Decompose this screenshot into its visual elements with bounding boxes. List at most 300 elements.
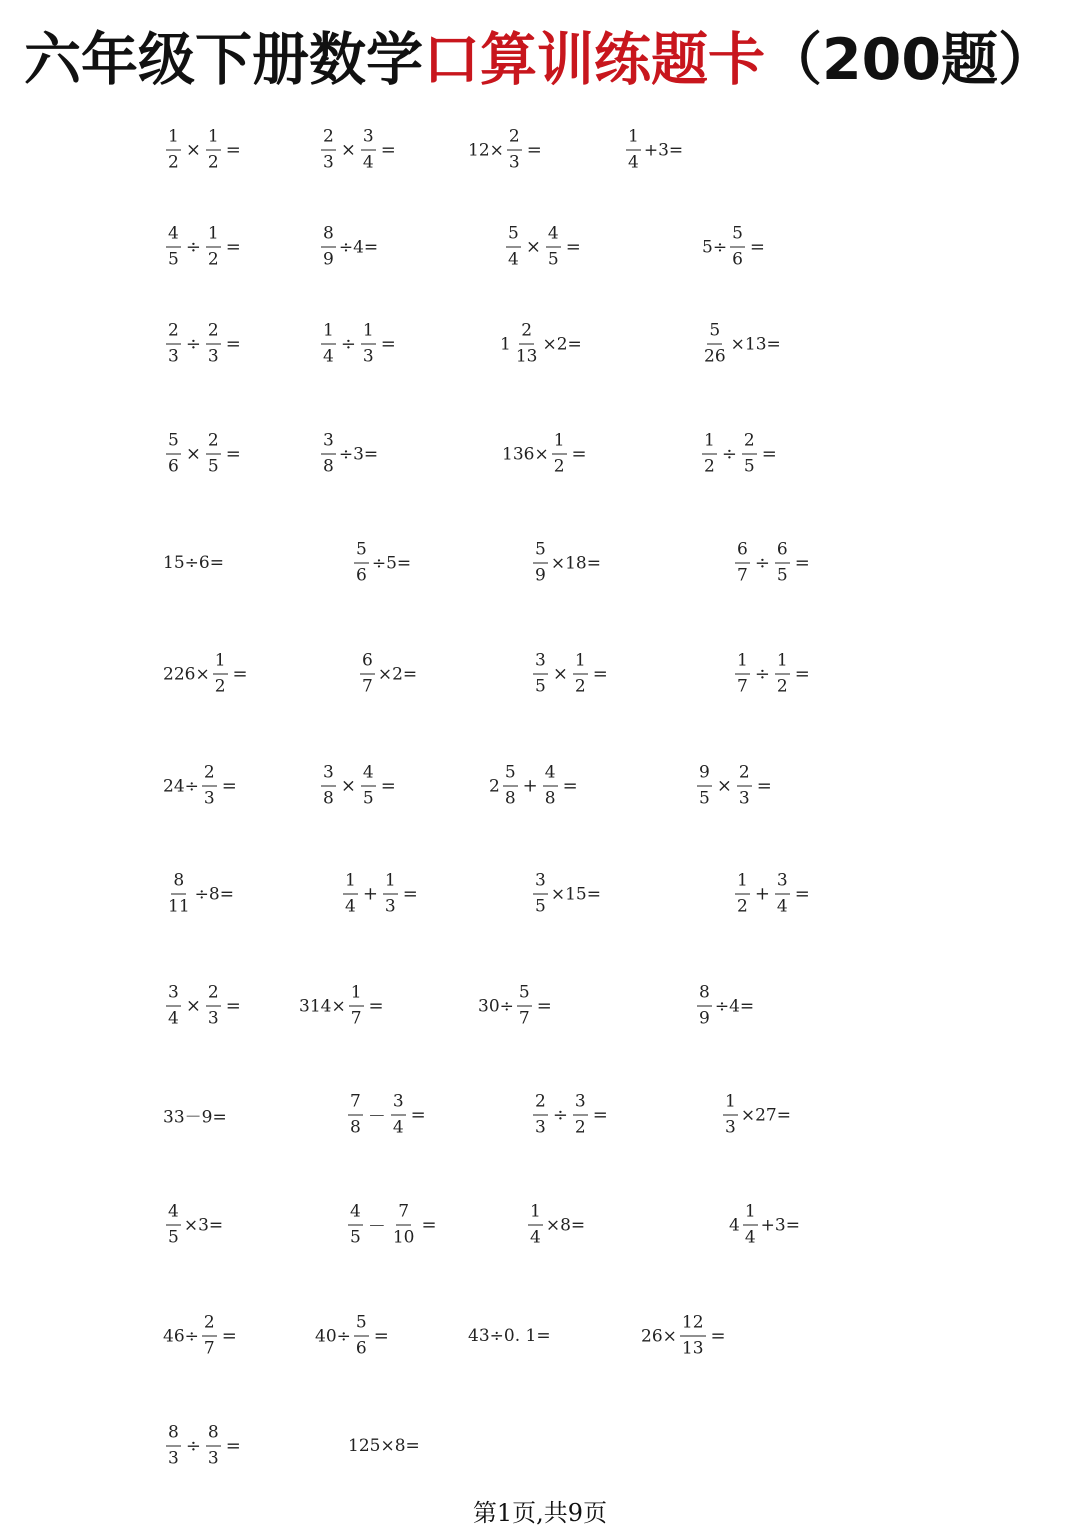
fraction <box>743 1201 758 1248</box>
denominator: 8 <box>504 788 516 809</box>
expression-text: 15÷6= <box>163 553 224 573</box>
numerator: 5 <box>730 226 745 248</box>
problem-36 <box>694 982 755 1029</box>
problem-48 <box>641 1312 728 1359</box>
denominator: 3 <box>207 1448 219 1469</box>
numerator: 1 <box>775 653 790 675</box>
operator: = <box>749 236 765 258</box>
numerator: 4 <box>166 226 181 248</box>
problem-5 <box>163 223 243 270</box>
fraction <box>166 223 181 270</box>
numerator: 7 <box>348 1094 363 1116</box>
operator: = <box>794 663 810 685</box>
problem-14 <box>318 430 379 477</box>
denominator: 13 <box>515 346 538 367</box>
denominator: 2 <box>574 676 586 697</box>
fraction <box>354 539 369 586</box>
expression-text: 40÷ <box>315 1326 351 1346</box>
numerator: 3 <box>533 873 548 895</box>
problem-30 <box>340 870 420 917</box>
fraction <box>573 1091 588 1138</box>
fraction <box>348 1091 363 1138</box>
denominator: 9 <box>535 565 546 586</box>
fraction <box>202 762 217 809</box>
expression-text: ÷3= <box>338 444 379 464</box>
fraction <box>321 320 336 367</box>
denominator: 3 <box>168 1448 179 1469</box>
numerator: 2 <box>206 985 221 1007</box>
numerator: 3 <box>573 1094 588 1116</box>
numerator: 5 <box>506 226 521 248</box>
fraction <box>206 223 221 270</box>
operator: = <box>592 663 608 685</box>
fraction <box>348 1201 363 1248</box>
fraction <box>533 1091 548 1138</box>
denominator: 7 <box>737 676 748 697</box>
numerator: 12 <box>680 1315 706 1337</box>
denominator: 3 <box>535 1117 546 1138</box>
operator: + <box>754 883 770 905</box>
denominator: 3 <box>207 346 219 367</box>
denominator: 3 <box>384 896 396 917</box>
problem-42 <box>345 1201 439 1248</box>
denominator: 2 <box>704 456 715 477</box>
fraction <box>533 539 548 586</box>
numerator: 8 <box>321 226 336 248</box>
numerator: 8 <box>697 985 712 1007</box>
numerator: 5 <box>503 765 518 787</box>
denominator: 4 <box>323 346 334 367</box>
fraction <box>166 430 181 477</box>
page-title <box>24 22 1055 98</box>
fraction <box>166 320 181 367</box>
fraction <box>506 223 521 270</box>
fraction <box>626 126 641 173</box>
operator: ÷ <box>185 236 201 258</box>
denominator: 6 <box>168 456 179 477</box>
denominator: 8 <box>544 788 556 809</box>
numerator: 9 <box>697 765 712 787</box>
fraction <box>533 870 548 917</box>
denominator: 4 <box>392 1117 404 1138</box>
numerator: 2 <box>206 323 221 345</box>
denominator: 5 <box>207 456 219 477</box>
fraction <box>361 126 376 173</box>
expression-text: 136× <box>502 444 549 464</box>
numerator: 3 <box>321 765 336 787</box>
expression-text: 314× <box>299 996 346 1016</box>
fraction <box>166 1201 181 1248</box>
denominator: 6 <box>356 565 367 586</box>
fraction <box>321 762 336 809</box>
operator: = <box>421 1214 437 1236</box>
expression-text: 1 <box>500 334 511 354</box>
problem-19 <box>530 539 601 586</box>
expression-text: ×3= <box>183 1215 224 1235</box>
operator: + <box>362 883 378 905</box>
expression-text: 2 <box>489 776 500 796</box>
denominator: 2 <box>553 456 565 477</box>
expression-text: 30÷ <box>478 996 514 1016</box>
denominator: 8 <box>350 1117 361 1138</box>
fraction <box>391 1091 406 1138</box>
fraction <box>354 1312 369 1359</box>
numerator: 6 <box>735 542 750 564</box>
numerator: 3 <box>391 1094 406 1116</box>
denominator: 8 <box>323 788 334 809</box>
operator: + <box>522 775 538 797</box>
problem-31 <box>530 870 601 917</box>
fraction <box>391 1201 417 1248</box>
operator: = <box>368 995 384 1017</box>
denominator: 2 <box>214 676 226 697</box>
numerator: 1 <box>528 1204 543 1226</box>
numerator: 5 <box>707 323 722 345</box>
denominator: 2 <box>168 152 179 173</box>
denominator: 4 <box>168 1008 179 1029</box>
denominator: 10 <box>392 1227 415 1248</box>
numerator: 3 <box>533 653 548 675</box>
numerator: 1 <box>349 985 364 1007</box>
expression-text: ×13= <box>730 334 781 354</box>
denominator: 5 <box>168 1227 179 1248</box>
denominator: 2 <box>207 249 219 270</box>
numerator: 1 <box>166 129 181 151</box>
denominator: 5 <box>350 1227 361 1248</box>
expression-text: 46÷ <box>163 1326 199 1346</box>
fraction <box>680 1312 706 1359</box>
expression-text: ÷8= <box>194 884 234 904</box>
problem-43 <box>525 1201 586 1248</box>
denominator: 9 <box>323 249 334 270</box>
fraction <box>321 223 336 270</box>
fraction <box>206 126 221 173</box>
fraction <box>573 650 588 697</box>
problem-35 <box>478 982 554 1029</box>
expression-text: 125×8= <box>348 1436 420 1456</box>
fraction <box>702 430 717 477</box>
fraction <box>361 320 376 367</box>
operator: × <box>552 663 568 685</box>
denominator: 7 <box>737 565 748 586</box>
numerator: 1 <box>723 1094 738 1116</box>
fraction <box>697 982 712 1029</box>
fraction <box>206 320 221 367</box>
numerator: 3 <box>166 985 181 1007</box>
denominator: 3 <box>362 346 374 367</box>
problem-37 <box>163 1103 227 1128</box>
operator: = <box>571 443 587 465</box>
operator: = <box>225 139 241 161</box>
operator: = <box>232 663 248 685</box>
denominator: 11 <box>168 896 190 917</box>
operator: × <box>525 236 541 258</box>
fraction <box>206 1422 221 1469</box>
operator: = <box>380 139 396 161</box>
operator: = <box>380 775 396 797</box>
operator: － <box>367 1216 386 1237</box>
numerator: 1 <box>702 433 717 455</box>
problem-38 <box>345 1091 428 1138</box>
denominator: 6 <box>355 1338 367 1359</box>
numerator: 5 <box>166 433 181 455</box>
expression-text: ÷5= <box>371 553 412 573</box>
operator: = <box>756 775 772 797</box>
expression-text: 33－9= <box>163 1107 227 1128</box>
problem-24 <box>732 650 812 697</box>
numerator: 1 <box>206 226 221 248</box>
expression-text: ×2= <box>542 334 582 354</box>
numerator: 1 <box>206 129 221 151</box>
operator: ÷ <box>754 663 770 685</box>
problem-33 <box>163 982 243 1029</box>
operator: ÷ <box>721 443 737 465</box>
expression-text: ×18= <box>550 553 601 573</box>
problem-7 <box>503 223 583 270</box>
operator: = <box>402 883 418 905</box>
problem-9 <box>163 320 243 367</box>
operator: = <box>410 1104 426 1126</box>
numerator: 1 <box>321 323 336 345</box>
numerator: 2 <box>321 129 336 151</box>
problem-10 <box>318 320 398 367</box>
problem-28 <box>694 762 774 809</box>
problem-41 <box>163 1201 224 1248</box>
operator: = <box>225 995 241 1017</box>
expression-text: ×27= <box>740 1105 791 1125</box>
fraction <box>775 650 790 697</box>
numerator: 8 <box>206 1425 221 1447</box>
problem-16 <box>699 430 779 477</box>
page-footer: 第1页,共9页 <box>472 1499 608 1527</box>
problem-11 <box>500 320 582 367</box>
expression-text: 24÷ <box>163 776 199 796</box>
fraction <box>166 1422 181 1469</box>
operator: = <box>562 775 578 797</box>
fraction <box>735 539 750 586</box>
denominator: 3 <box>508 152 520 173</box>
fraction <box>321 126 336 173</box>
numerator: 2 <box>737 765 752 787</box>
fraction <box>166 126 181 173</box>
numerator: 1 <box>552 433 567 455</box>
operator: = <box>761 443 777 465</box>
problem-15 <box>502 430 589 477</box>
denominator: 5 <box>699 788 710 809</box>
problem-46 <box>315 1312 391 1359</box>
numerator: 4 <box>348 1204 363 1226</box>
numerator: 2 <box>202 765 217 787</box>
fraction <box>742 430 757 477</box>
fraction <box>735 650 750 697</box>
problem-21 <box>163 650 250 697</box>
denominator: 13 <box>681 1338 704 1359</box>
numerator: 1 <box>735 873 750 895</box>
numerator: 4 <box>543 765 558 787</box>
problem-45 <box>163 1312 239 1359</box>
operator: ÷ <box>185 333 201 355</box>
denominator: 2 <box>207 152 219 173</box>
denominator: 3 <box>168 346 179 367</box>
denominator: 3 <box>203 788 215 809</box>
operator: × <box>185 139 201 161</box>
fraction <box>166 870 192 917</box>
fraction <box>507 126 522 173</box>
operator: = <box>565 236 581 258</box>
problem-12 <box>699 320 781 367</box>
operator: = <box>794 883 810 905</box>
numerator: 2 <box>206 433 221 455</box>
fraction <box>360 650 375 697</box>
fraction <box>546 223 561 270</box>
operator: = <box>225 236 241 258</box>
numerator: 4 <box>546 226 561 248</box>
problem-22 <box>357 650 418 697</box>
problem-6 <box>318 223 379 270</box>
numerator: 7 <box>396 1204 411 1226</box>
numerator: 6 <box>775 542 790 564</box>
numerator: 8 <box>171 873 186 895</box>
fraction <box>349 982 364 1029</box>
operator: × <box>340 775 356 797</box>
fraction <box>202 1312 217 1359</box>
denominator: 26 <box>704 346 726 367</box>
problem-8 <box>702 223 767 270</box>
denominator: 4 <box>345 896 356 917</box>
denominator: 2 <box>737 896 748 917</box>
numerator: 3 <box>361 129 376 151</box>
denominator: 9 <box>699 1008 710 1029</box>
denominator: 5 <box>547 249 559 270</box>
problem-18 <box>351 539 412 586</box>
denominator: 5 <box>535 896 546 917</box>
denominator: 4 <box>776 896 788 917</box>
expression-text: 226× <box>163 664 210 684</box>
fraction <box>343 870 358 917</box>
operator: ÷ <box>754 552 770 574</box>
numerator: 5 <box>533 542 548 564</box>
title-highlight: 口算训练题卡 <box>423 27 765 93</box>
numerator: 2 <box>166 323 181 345</box>
expression-text: 43÷0. 1= <box>468 1326 551 1346</box>
operator: － <box>367 1106 386 1127</box>
numerator: 2 <box>742 433 757 455</box>
title-count: （200题） <box>765 27 1055 93</box>
expression-text: ×15= <box>550 884 601 904</box>
fraction <box>697 762 712 809</box>
expression-text: 12× <box>468 140 504 160</box>
fraction <box>514 320 540 367</box>
problem-40 <box>720 1091 791 1138</box>
expression-text: 4 <box>729 1215 740 1235</box>
operator: × <box>185 995 201 1017</box>
operator: ÷ <box>340 333 356 355</box>
numerator: 4 <box>166 1204 181 1226</box>
operator: = <box>225 333 241 355</box>
denominator: 3 <box>323 152 334 173</box>
numerator: 1 <box>383 873 398 895</box>
numerator: 3 <box>775 873 790 895</box>
problem-44 <box>729 1201 800 1248</box>
numerator: 5 <box>354 1315 369 1337</box>
numerator: 5 <box>517 985 532 1007</box>
denominator: 7 <box>203 1338 215 1359</box>
problem-4 <box>623 126 684 173</box>
denominator: 3 <box>725 1117 736 1138</box>
fraction <box>503 762 518 809</box>
expression-text: 5÷ <box>702 237 728 257</box>
denominator: 3 <box>738 788 750 809</box>
numerator: 1 <box>213 653 228 675</box>
fraction <box>775 870 790 917</box>
operator: ÷ <box>185 1435 201 1457</box>
numerator: 1 <box>361 323 376 345</box>
fraction <box>206 982 221 1029</box>
problem-34 <box>299 982 386 1029</box>
numerator: 2 <box>507 129 522 151</box>
denominator: 5 <box>362 788 374 809</box>
denominator: 7 <box>362 676 373 697</box>
denominator: 4 <box>362 152 374 173</box>
operator: ÷ <box>552 1104 568 1126</box>
numerator: 1 <box>626 129 641 151</box>
denominator: 2 <box>776 676 788 697</box>
fraction <box>730 223 745 270</box>
denominator: 7 <box>518 1008 530 1029</box>
fraction <box>383 870 398 917</box>
numerator: 1 <box>573 653 588 675</box>
fraction <box>213 650 228 697</box>
denominator: 5 <box>535 676 546 697</box>
problem-17 <box>163 553 224 573</box>
numerator: 2 <box>202 1315 217 1337</box>
numerator: 1 <box>343 873 358 895</box>
problem-50 <box>348 1436 420 1456</box>
denominator: 5 <box>743 456 755 477</box>
operator: = <box>373 1325 389 1347</box>
expression-text: ×8= <box>545 1215 586 1235</box>
title-main: 六年级下册数学 <box>24 27 423 93</box>
denominator: 6 <box>732 249 743 270</box>
problem-26 <box>318 762 398 809</box>
fraction <box>206 430 221 477</box>
fraction <box>723 1091 738 1138</box>
numerator: 2 <box>519 323 534 345</box>
numerator: 5 <box>354 542 369 564</box>
fraction <box>361 762 376 809</box>
problem-39 <box>530 1091 610 1138</box>
denominator: 8 <box>323 456 334 477</box>
problem-32 <box>732 870 812 917</box>
denominator: 5 <box>776 565 788 586</box>
problem-25 <box>163 762 239 809</box>
problem-23 <box>530 650 610 697</box>
numerator: 8 <box>166 1425 181 1447</box>
operator: × <box>716 775 732 797</box>
operator: = <box>536 995 552 1017</box>
fraction <box>528 1201 543 1248</box>
problem-47 <box>468 1326 551 1346</box>
fraction <box>166 982 181 1029</box>
denominator: 4 <box>508 249 519 270</box>
operator: = <box>221 775 237 797</box>
fraction <box>737 762 752 809</box>
problem-27 <box>489 762 580 809</box>
numerator: 2 <box>533 1094 548 1116</box>
numerator: 1 <box>743 1204 758 1226</box>
operator: = <box>225 443 241 465</box>
denominator: 2 <box>574 1117 586 1138</box>
